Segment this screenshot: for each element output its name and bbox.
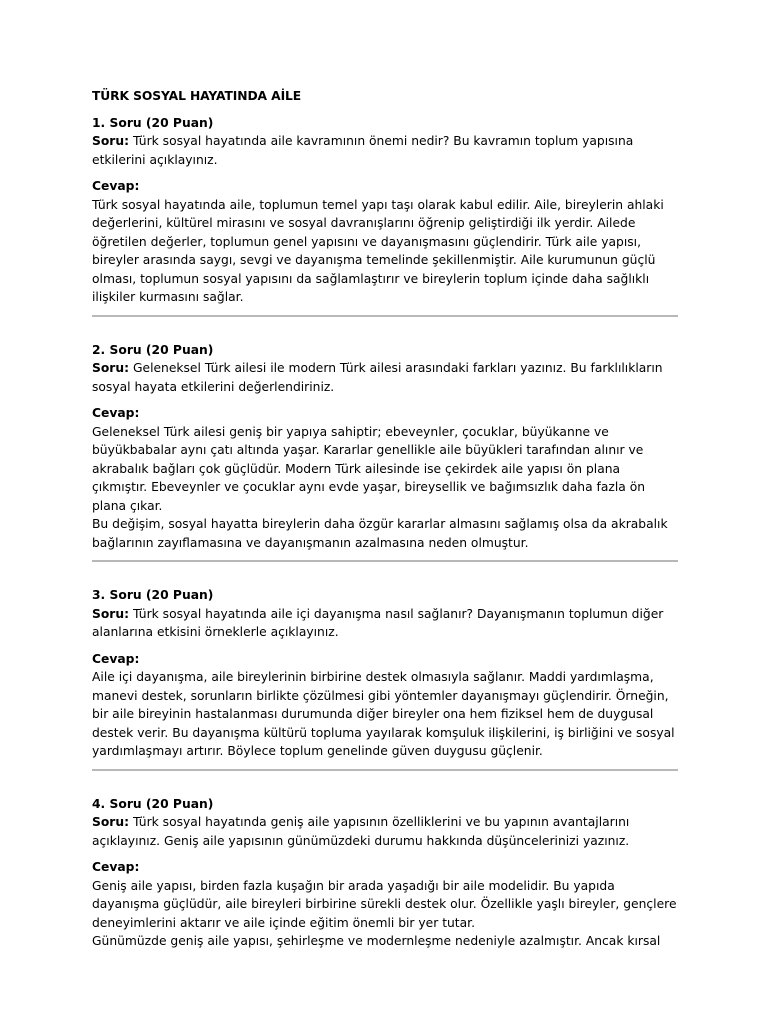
document-page — [92, 87, 678, 951]
section-divider — [92, 769, 678, 771]
section-divider — [92, 315, 678, 317]
answer-label: Cevap: — [92, 179, 140, 193]
question-body: Geleneksel Türk ailesi ile modern Türk ailesi arasındaki farkları yazınız. Bu farklılıkların sosyal hayata etkilerini değerlendiriniz. — [92, 361, 663, 394]
answer-label: Cevap: — [92, 651, 140, 666]
question-label: Soru: — [92, 815, 130, 829]
answer-paragraph: Günümüzde geniş aile yapısı, şehirleşme ve modernleşme nedeniyle azalmıştır. Ancak kırsal — [92, 934, 661, 948]
question-text — [92, 813, 678, 850]
question-text — [92, 605, 678, 642]
question-heading: 3. Soru (20 Puan) — [92, 588, 214, 602]
question-heading: 1. Soru (20 Puan) — [92, 115, 214, 130]
question-text — [92, 132, 678, 169]
question-label: Soru: — [92, 134, 130, 148]
question-label: Soru: — [92, 606, 130, 621]
answer-label: Cevap: — [92, 406, 140, 420]
answer-paragraph: Geleneksel Türk ailesi geniş bir yapıya sahiptir; ebeveynler, çocuklar, büyükanne ve büyükbabalar aynı çatı altında yaşar. Kararlar genellikle aile büyükleri tarafından alınır ve akrabalık bağları çok güçlüdür. Modern Türk ailesinde ise çekirdek aile yapısı ön plana çıkmıştır. Ebeveynler ve çocuklar aynı evde yaşar, bireysellik ve bağımsızlık daha fazla ön plana çıkar. — [92, 424, 646, 513]
document-title: TÜRK SOSYAL HAYATINDA AİLE — [92, 89, 302, 103]
question-heading: 2. Soru (20 Puan) — [92, 342, 214, 357]
question-block-3 — [92, 586, 678, 761]
answer-paragraph: Bu değişim, sosyal hayatta bireylerin daha özgür kararlar almasını sağlamış olsa da akrabalık bağlarının zayıflamasına ve dayanışmanın azalmasına neden olmuştur. — [92, 517, 668, 550]
question-block-2 — [92, 341, 678, 553]
section-divider — [92, 560, 678, 562]
question-heading: 4. Soru (20 Puan) — [92, 796, 214, 811]
question-text — [92, 359, 678, 396]
answer-text — [92, 423, 678, 553]
question-body: Türk sosyal hayatında geniş aile yapısının özelliklerini ve bu yapının avantajlarını açıklayınız. Geniş aile yapısının günümüzdeki durumu hakkında düşüncelerinizi yazınız. — [92, 815, 630, 848]
answer-paragraph: Geniş aile yapısı, birden fazla kuşağın bir arada yaşadığı bir aile modelidir. Bu yapıda dayanışma güçlüdür, aile bireyleri birbirine sürekli destek olur. Özellikle yaşlı bireyler, gençlere deneyimlerini aktarır ve aile içinde eğitim önemli bir yer tutar. — [92, 878, 677, 930]
question-block-1 — [92, 114, 678, 307]
answer-paragraph: Türk sosyal hayatında aile, toplumun temel yapı taşı olarak kabul edilir. Aile, bireylerin ahlaki değerlerini, kültürel mirasını ve sosyal davranışlarını öğrenip geliştirdiği ilk yerdir. Ailede öğretilen değerler, toplumun genel yapısını ve dayanışmasını güçlendirir. Türk aile yapısı, bireyler arasında saygı, sevgi ve dayanışma temelinde şekillenmiştir. Aile kurumunun güçlü olması, toplumun sosyal yapısını da sağlamlaştırır ve bireylerin toplum içinde daha sağlıklı ilişkiler kurmasını sağlar. — [92, 197, 664, 304]
question-block-4 — [92, 795, 678, 951]
answer-text — [92, 877, 678, 951]
question-body: Türk sosyal hayatında aile kavramının önemi nedir? Bu kavramın toplum yapısına etkilerini açıklayınız. — [92, 134, 634, 167]
question-body: Türk sosyal hayatında aile içi dayanışma nasıl sağlanır? Dayanışmanın toplumun diğer alanlarına etkisini örneklerle açıklayınız. — [92, 606, 664, 639]
answer-text — [92, 196, 678, 307]
answer-label: Cevap: — [92, 860, 140, 874]
answer-text — [92, 668, 678, 761]
question-label: Soru: — [92, 361, 130, 375]
answer-paragraph: Aile içi dayanışma, aile bireylerinin birbirine destek olmasıyla sağlanır. Maddi yardımlaşma, manevi destek, sorunların birlikte çözülmesi gibi yöntemler dayanışmayı güçlendirir. Örneğin, bir aile bireyinin hastalanması durumunda diğer bireyler ona hem fiziksel hem de duygusal destek verir. Bu dayanışma kültürü topluma yayılarak komşuluk ilişkilerini, iş birliğini ve sosyal yardımlaşmayı artırır. Böylece toplum genelinde güven duygusu güçlenir. — [92, 670, 675, 758]
